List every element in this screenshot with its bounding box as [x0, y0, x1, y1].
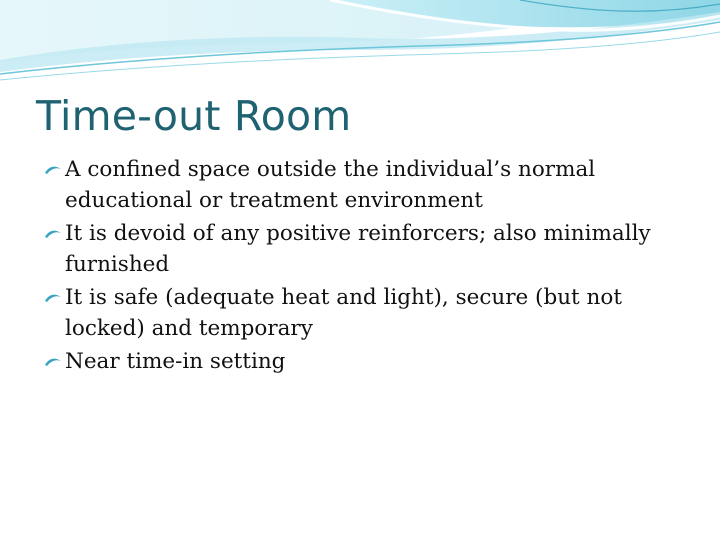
- bullet-text: It is safe (adequate heat and light), secure (but not locked) and temporary: [65, 285, 622, 341]
- swoosh-bullet-icon: [44, 355, 63, 368]
- slide-title: Time-out Room: [36, 92, 352, 140]
- bullet-item: [44, 282, 704, 344]
- bullet-text: A confined space outside the individual’s normal educational or treatment environment: [65, 157, 596, 213]
- bullet-text: Near time-in setting: [65, 349, 286, 374]
- swoosh-bullet-icon: [44, 163, 63, 176]
- bullet-list: [44, 154, 704, 379]
- bullet-item: [44, 218, 704, 280]
- bullet-item: [44, 346, 704, 377]
- bullet-item: [44, 154, 704, 216]
- swoosh-bullet-icon: [44, 227, 63, 240]
- swoosh-bullet-icon: [44, 291, 63, 304]
- bullet-text: It is devoid of any positive reinforcers; also minimally furnished: [65, 221, 651, 277]
- header-wave-decoration: [0, 0, 720, 95]
